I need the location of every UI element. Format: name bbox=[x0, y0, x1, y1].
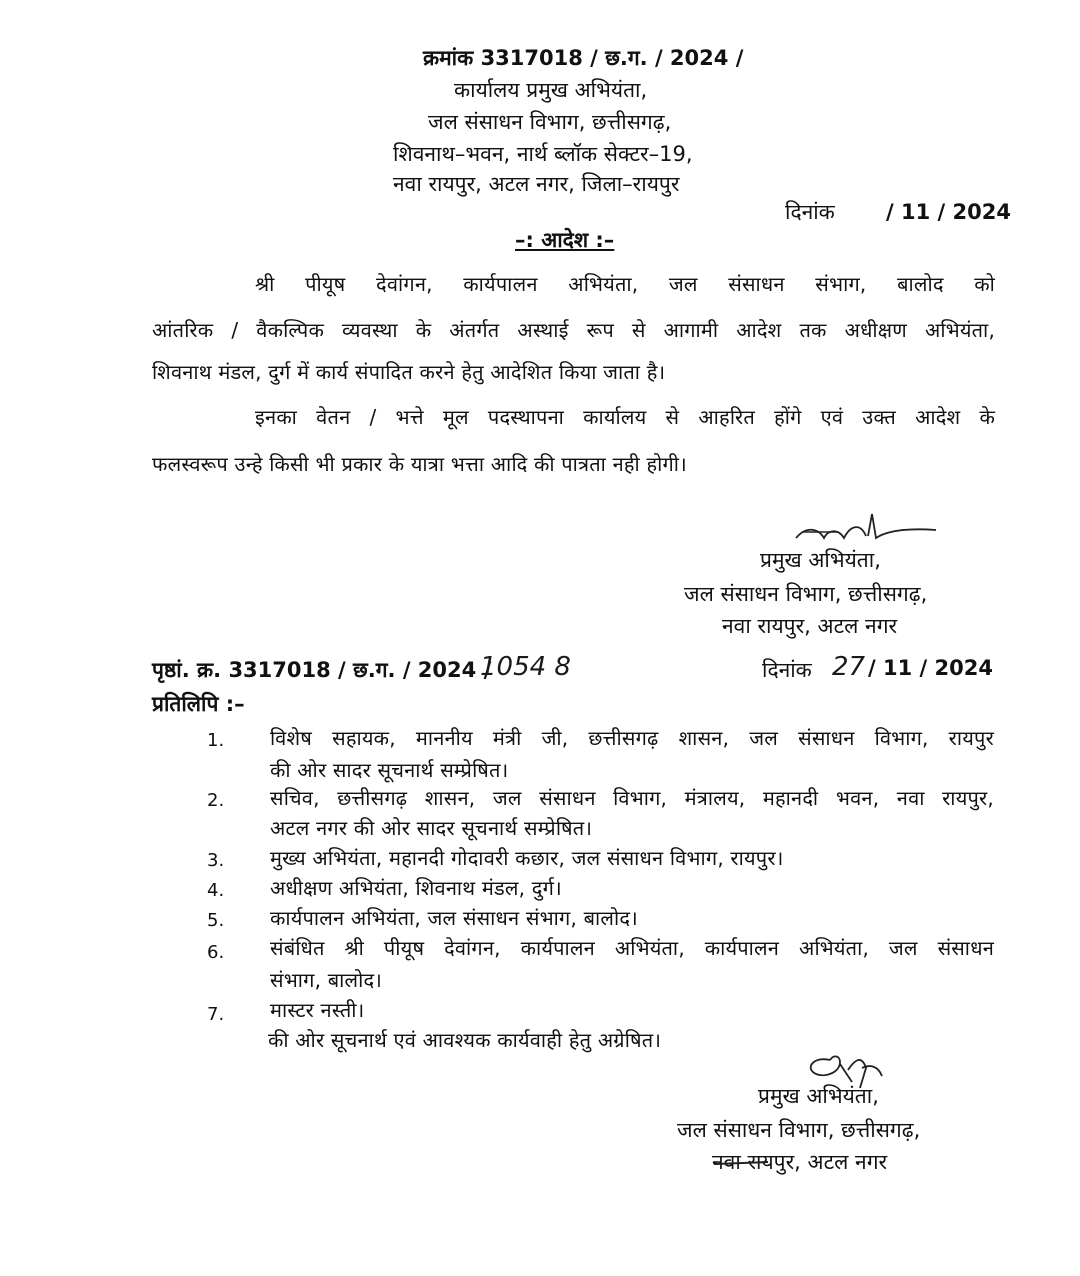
copy-label: प्रतिलिपि :– bbox=[152, 692, 245, 716]
order-para1-line3: शिवनाथ मंडल, दुर्ग में कार्य संपादित करने हेतु आदेशित किया जाता है। bbox=[152, 360, 666, 384]
endorsement-reference: पृष्ठां. क्र. 3317018 / छ.ग. / 2024 / bbox=[152, 658, 492, 682]
signature-2-designation: प्रमुख अभियंता, bbox=[758, 1084, 879, 1108]
date-value: / 11 / 2024 bbox=[886, 200, 1011, 224]
endorsement-date-value: / 11 / 2024 bbox=[868, 656, 993, 680]
copy-item-6-number: 6. bbox=[207, 942, 225, 963]
strike-mark-icon bbox=[712, 1150, 772, 1174]
copy-item-4-number: 4. bbox=[207, 880, 225, 901]
order-para1-line1: श्री पीयूष देवांगन, कार्यपालन अभियंता, जल संसाधन संभाग, बालोद को bbox=[255, 272, 995, 296]
reference-number: क्रमांक 3317018 / छ.ग. / 2024 / bbox=[423, 46, 744, 70]
department-name: जल संसाधन विभाग, छत्तीसगढ़, bbox=[428, 110, 672, 134]
copy-item-2-line2: अटल नगर की ओर सादर सूचनार्थ सम्प्रेषित। bbox=[270, 816, 593, 840]
date-label: दिनांक bbox=[785, 200, 835, 224]
copy-item-1-line2: की ओर सादर सूचनार्थ सम्प्रेषित। bbox=[270, 758, 509, 782]
copy-item-2-number: 2. bbox=[207, 790, 225, 811]
endorsement-handwritten-day: 27 bbox=[832, 652, 866, 682]
copy-item-1-number: 1. bbox=[207, 730, 225, 751]
order-para2-line1: इनका वेतन / भत्ते मूल पदस्थापना कार्यालय से आहरित होंगे एवं उक्त आदेश के bbox=[255, 405, 995, 429]
copy-item-7-line1: मास्टर नस्ती। bbox=[270, 998, 365, 1022]
copy-item-6-line1: संबंधित श्री पीयूष देवांगन, कार्यपालन अभियंता, कार्यपालन अभियंता, जल संसाधन bbox=[270, 936, 994, 960]
endorsement-date-label: दिनांक bbox=[762, 658, 812, 682]
signature-2-city: नवा रायपुर, अटल नगर bbox=[712, 1150, 888, 1174]
copy-item-1-line1: विशेष सहायक, माननीय मंत्री जी, छत्तीसगढ़ शासन, जल संसाधन विभाग, रायपुर bbox=[270, 726, 994, 750]
building-address: शिवनाथ–भवन, नार्थ ब्लॉक सेक्टर–19, bbox=[393, 142, 693, 166]
copy-item-5-line1: कार्यपालन अभियंता, जल संसाधन संभाग, बालोद। bbox=[270, 906, 638, 930]
signature-2-department: जल संसाधन विभाग, छत्तीसगढ़, bbox=[677, 1118, 921, 1142]
city-address: नवा रायपुर, अटल नगर, जिला–रायपुर bbox=[393, 172, 680, 196]
endorsement-handwritten-number: 1054 8 bbox=[480, 652, 571, 682]
closing-text: की ओर सूचनार्थ एवं आवश्यक कार्यवाही हेतु अग्रेषित। bbox=[268, 1028, 662, 1052]
copy-item-3-line1: मुख्य अभियंता, महानदी गोदावरी कछार, जल संसाधन विभाग, रायपुर। bbox=[270, 846, 784, 870]
copy-item-5-number: 5. bbox=[207, 910, 225, 931]
order-title: –: आदेश :– bbox=[515, 228, 615, 252]
order-para1-line2: आंतरिक / वैकल्पिक व्यवस्था के अंतर्गत अस्थाई रूप से आगामी आदेश तक अधीक्षण अभियंता, bbox=[152, 318, 995, 342]
copy-item-3-number: 3. bbox=[207, 850, 225, 871]
order-para2-line2: फलस्वरूप उन्हे किसी भी प्रकार के यात्रा भत्ता आदि की पात्रता नही होगी। bbox=[152, 452, 687, 476]
copy-item-6-line2: संभाग, बालोद। bbox=[270, 968, 383, 992]
signature-1-designation: प्रमुख अभियंता, bbox=[760, 548, 881, 572]
copy-item-7-number: 7. bbox=[207, 1004, 225, 1025]
copy-item-2-line1: सचिव, छत्तीसगढ़ शासन, जल संसाधन विभाग, मंत्रालय, महानदी भवन, नवा रायपुर, bbox=[270, 786, 994, 810]
office-name: कार्यालय प्रमुख अभियंता, bbox=[454, 78, 648, 102]
signature-1-city: नवा रायपुर, अटल नगर bbox=[722, 614, 898, 638]
copy-item-4-line1: अधीक्षण अभियंता, शिवनाथ मंडल, दुर्ग। bbox=[270, 876, 562, 900]
signature-1-department: जल संसाधन विभाग, छत्तीसगढ़, bbox=[684, 582, 928, 606]
